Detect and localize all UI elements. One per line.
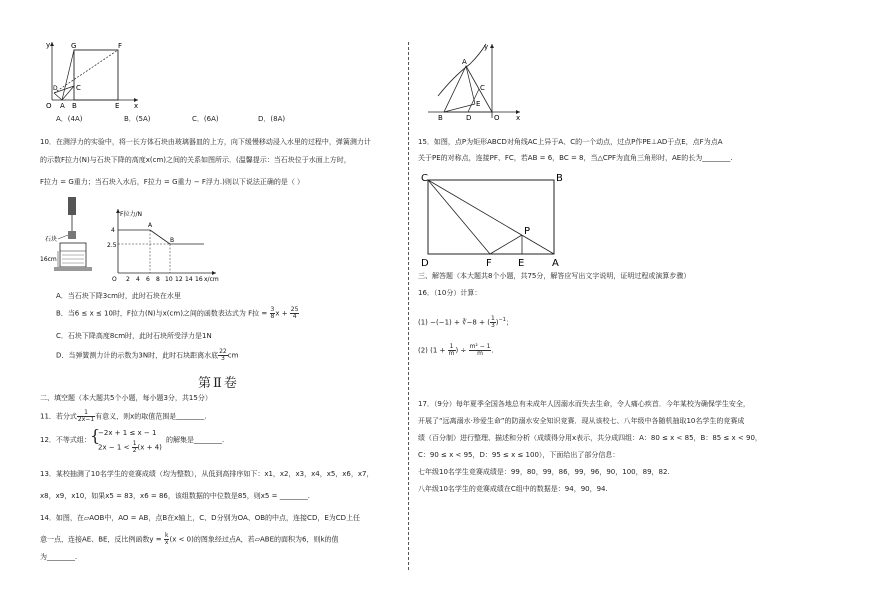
fig9-label-y: y — [46, 41, 51, 49]
q12-row1: −2x + 1 ≤ x − 1 — [98, 429, 157, 437]
fig10-stone-label: 石块 — [45, 236, 58, 243]
q16-part1-post: ； — [505, 318, 513, 327]
q10-option-c: C．石块下降高度8cm时，此时石块所受浮力是1N — [56, 332, 212, 340]
fig15-label-p: P — [524, 226, 531, 237]
numerator: k — [164, 532, 169, 539]
q10-optb-mid: x + — [275, 309, 290, 318]
q9-option-a: A．(4A) — [56, 115, 83, 123]
q16-part1-pre: (1) −(−1) + ∛−8 + — [418, 318, 488, 327]
fraction — [448, 344, 456, 357]
figure-q14-graph — [424, 40, 524, 122]
q17-line3: 绩（百分制）进行整理、描述和分析（成绩得分用x表示，共分成四组：A：80 ≤ x < 85，B：85 ≤ x < 90， — [418, 434, 762, 442]
q12-row2-post: (x + 4) — [137, 443, 162, 452]
fig9-label-f: F — [118, 42, 123, 50]
q10-option-a: A．当石块下降3cm时，此时石块在水里 — [56, 292, 181, 300]
fig15-label-e: E — [518, 258, 525, 269]
q10-optd-text: D．当弹簧测力计的示数为3N时，此时石块距离水底 — [56, 351, 219, 360]
q16-part2-open: (1 + — [430, 346, 448, 355]
fig14-label-a: A — [462, 58, 467, 66]
denominator: 3 — [490, 322, 495, 329]
fig10-tick: 14 — [185, 276, 193, 283]
q11-pre: 11．若分式 — [40, 412, 77, 421]
numerator: 1 — [132, 440, 137, 447]
q13-line1: 13．某校抽测了10名学生的竞赛成绩（均为整数），从低到高排序如下：x1，x2，x3，x4，x5，x6，x7， — [40, 470, 374, 478]
q17-line1: 17．（9分）每年夏季全国各地总有未成年人因溺水而失去生命，令人痛心疾首．今年某校为确保学生安全， — [418, 400, 750, 408]
q10-option-d — [56, 349, 238, 362]
q9-option-b: B．(5A) — [124, 115, 151, 123]
q15-line2: 关于PE的对称点，连接PF、FC，若AB = 6，BC = 8，当△CPF为直角三角形时，AE的长为________. — [418, 154, 733, 162]
fig9-label-e: E — [115, 102, 120, 110]
q14-line2-post: (x < 0)的图象经过点A，若▱ABE的面积为6，则k的值 — [169, 535, 339, 544]
fig10-tick: 8 — [156, 276, 160, 283]
denominator: m — [477, 350, 483, 357]
fig10-depth-label: 16cm — [40, 256, 57, 263]
fig14-label-o: O — [494, 114, 500, 122]
fraction — [469, 344, 492, 357]
fig9-label-a: A — [60, 102, 65, 110]
fig15-label-d: D — [421, 258, 429, 269]
fig10-point-b: B — [170, 237, 175, 244]
q10-line3: F拉力 = G重力；当石块入水后，F拉力 = G重力 − F浮力.)则以下说法正确的是（ ） — [40, 178, 305, 186]
figure-q10-graph — [108, 205, 223, 283]
fig14-label-x: x — [516, 114, 521, 122]
q9-option-d: D．(8A) — [258, 115, 286, 123]
fig10-tick: 10 — [165, 276, 173, 283]
fig15-label-c: C — [421, 173, 428, 184]
fig10-tick: 16 — [195, 276, 203, 283]
fraction — [290, 307, 300, 320]
q15-line1: 15．如图，点P为矩形ABCD对角线AC上异于A、C的一个动点，过点P作PE⊥AD于点E，点F为点A — [418, 138, 723, 146]
q16-part2-div: ÷ — [458, 346, 469, 355]
denominator: 4 — [292, 313, 297, 320]
q17-line6: 八年级10名学生的竞赛成绩在C组中的数据是：94，90，94. — [418, 485, 608, 493]
fig9-label-c: C — [76, 84, 81, 92]
q16-part1: (1) −(−1) + ∛−8 + ( $\frac{1}{3}$ )$^{-1}$； — [418, 315, 513, 329]
section-2-title: 第Ⅱ卷 — [198, 376, 239, 391]
fraction — [490, 316, 496, 329]
q12-pre: 12．不等式组： — [40, 436, 91, 444]
numerator: 3 — [270, 306, 275, 313]
q13-line2: x8，x9，x10，如果x5 = 83，x6 = 86，该组数据的中位数是85，则x5 = ________. — [40, 492, 310, 500]
fig10-tick: 12 — [175, 276, 183, 283]
q17-line4: C：90 ≤ x < 95，D：95 ≤ x ≤ 100），下面给出了部分信息： — [418, 451, 620, 459]
numerator: 25 — [290, 306, 299, 313]
q16-part2-pre: (2) — [418, 346, 431, 355]
section-2-heading: 二、填空题（本大题共5个小题，每小题3分，共15分） — [40, 394, 212, 402]
fig14-label-y: y — [484, 43, 489, 51]
q10-option-b — [56, 307, 299, 320]
fig14-label-d: D — [466, 114, 472, 122]
fig10-tick: 6 — [146, 276, 150, 283]
fig14-label-c: C — [480, 84, 485, 92]
fig10-tick: 4 — [136, 276, 140, 283]
fig9-label-o: O — [46, 102, 52, 110]
q10-line2: 的示数F拉力(N)与石块下降的高度x(cm)之间的关系如图所示．(温馨提示：当石块位于水面上方时， — [40, 156, 351, 164]
numerator: m² − 1 — [469, 343, 491, 350]
numerator: 1 — [448, 344, 456, 351]
denominator: x — [164, 539, 169, 546]
q16-part2 — [418, 344, 494, 357]
figure-q15-rectangle — [418, 170, 568, 268]
q14-line1: 14．如图，在▱AOB中，AO = AB，点B在x轴上，C、D分别为OA、OB的中点，连接CD，E为CD上任 — [40, 514, 361, 522]
q17-line5: 七年级10名学生竞赛成绩是：99，80，99，86，99，96，90，100，89，82. — [418, 468, 670, 476]
fraction — [218, 349, 228, 362]
fraction — [77, 410, 95, 423]
fig10-origin: O — [112, 276, 117, 283]
q14-line2-pre: 意一点，连接AE、BE，反比例函数y = — [40, 535, 164, 544]
denominator: 2 — [132, 447, 137, 454]
fig9-label-x: x — [134, 102, 139, 110]
fig10-v25: 2.5 — [107, 242, 117, 249]
fig9-label-d: D — [53, 85, 58, 92]
q9-option-c: C．(6A) — [192, 115, 219, 123]
fig10-xunit: x/cm — [204, 276, 219, 283]
q14-line2 — [40, 533, 339, 546]
q16-part2-post: . — [491, 346, 494, 355]
fig9-label-b: B — [72, 102, 77, 110]
q12-brace: { — [90, 426, 101, 445]
fig15-label-a: A — [552, 258, 559, 269]
fig10-tick: 2 — [126, 276, 130, 283]
q11-post: 有意义，则x的取值范围是________. — [95, 412, 207, 421]
exponent: −1 — [498, 317, 506, 324]
denominator: 2x−1 — [77, 416, 95, 423]
fig9-label-g: G — [71, 42, 77, 50]
denominator: 3 — [221, 355, 225, 362]
fig14-label-e: E — [476, 100, 481, 108]
figure-q10-apparatus — [40, 195, 100, 275]
q17-line2: 开展了“远离溺水·珍爱生命”的防溺水安全知识竞赛．现从该校七、八年级中各随机抽取10名学生的竞赛成 — [418, 417, 745, 425]
fig14-label-b: B — [438, 114, 443, 122]
numerator: 1 — [77, 410, 95, 417]
q12-row2-pre: 2x − 1 < — [98, 443, 132, 452]
q16-part2-close: ) — [455, 346, 459, 355]
q12-row2 — [98, 441, 162, 454]
fig10-point-a: A — [148, 222, 153, 229]
q16-heading: 16．（10分）计算： — [418, 289, 482, 297]
fig15-label-b: B — [556, 173, 563, 184]
q14-line3: 为________. — [40, 553, 78, 561]
column-divider — [408, 42, 409, 570]
denominator: m — [448, 350, 455, 357]
q10-optb-text: B．当6 ≤ x ≤ 10时，F拉力(N)与x(cm)之间的函数表达式为 F拉 = — [56, 309, 270, 318]
section-3-heading: 三、解答题（本大题共8个小题，共75分，解答应写出文字说明，证明过程或演算步骤） — [418, 272, 691, 280]
fig10-yaxis-label: F拉力/N — [120, 211, 142, 218]
denominator: 8 — [270, 313, 275, 320]
fig15-label-f: F — [486, 258, 492, 269]
q12-post: 的解集是________. — [166, 436, 225, 444]
q10-optd-post: cm — [227, 351, 239, 360]
fig10-v4: 4 — [111, 227, 115, 234]
figure-q9-graph — [38, 38, 148, 110]
numerator: 22 — [219, 348, 227, 355]
q11 — [40, 410, 207, 423]
numerator: 1 — [490, 315, 495, 322]
q10-line1: 10．在测浮力的实验中，将一长方体石块由玻璃器皿的上方，向下缓慢移动浸入水里的过程中，弹簧测力计 — [40, 138, 371, 146]
